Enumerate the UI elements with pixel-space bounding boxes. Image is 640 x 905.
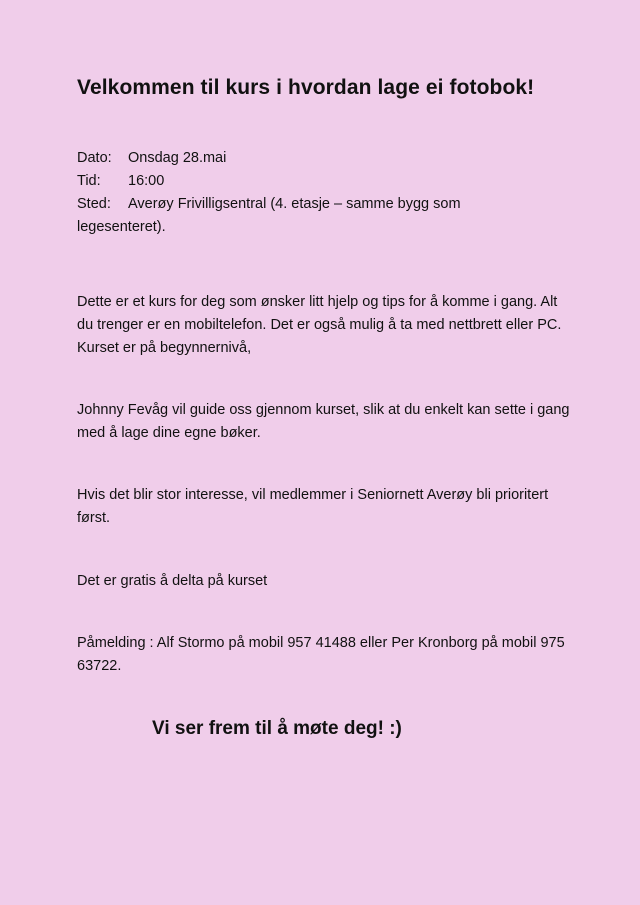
place-value: Averøy Frivilligsentral (4. etasje – samme bygg som [128,196,461,212]
date-label: Dato: [77,150,112,166]
event-info [77,147,557,239]
time-value: 16:00 [128,173,165,189]
place-row-continued [77,216,557,239]
time-row [77,170,557,193]
intro-paragraph: Dette er et kurs for deg som ønsker litt hjelp og tips for å komme i gang. Alt du trenger er en mobiltelefon. Det er også mulig å ta med nettbrett eller PC. Kurset er på begynnernivå, [77,294,562,356]
guide-paragraph: Johnny Fevåg vil guide oss gjennom kurset, slik at du enkelt kan sette i gang med å lage dine egne bøker. [77,402,570,441]
free-paragraph: Det er gratis å delta på kurset [77,573,268,589]
place-row [77,193,557,216]
time-label: Tid: [77,173,101,189]
closing-message: Vi ser frem til å møte deg! :) [152,718,402,739]
date-value: Onsdag 28.mai [128,150,227,166]
priority-paragraph: Hvis det blir stor interesse, vil medlemmer i Seniornett Averøy bli prioritert først. [77,487,549,526]
date-row [77,147,557,170]
page-title: Velkommen til kurs i hvordan lage ei fotobok! [77,76,535,99]
place-value-continued: legesenteret). [77,219,166,235]
registration-paragraph: Påmelding : Alf Stormo på mobil 957 41488 eller Per Kronborg på mobil 975 63722. [77,635,565,674]
place-label: Sted: [77,196,111,212]
